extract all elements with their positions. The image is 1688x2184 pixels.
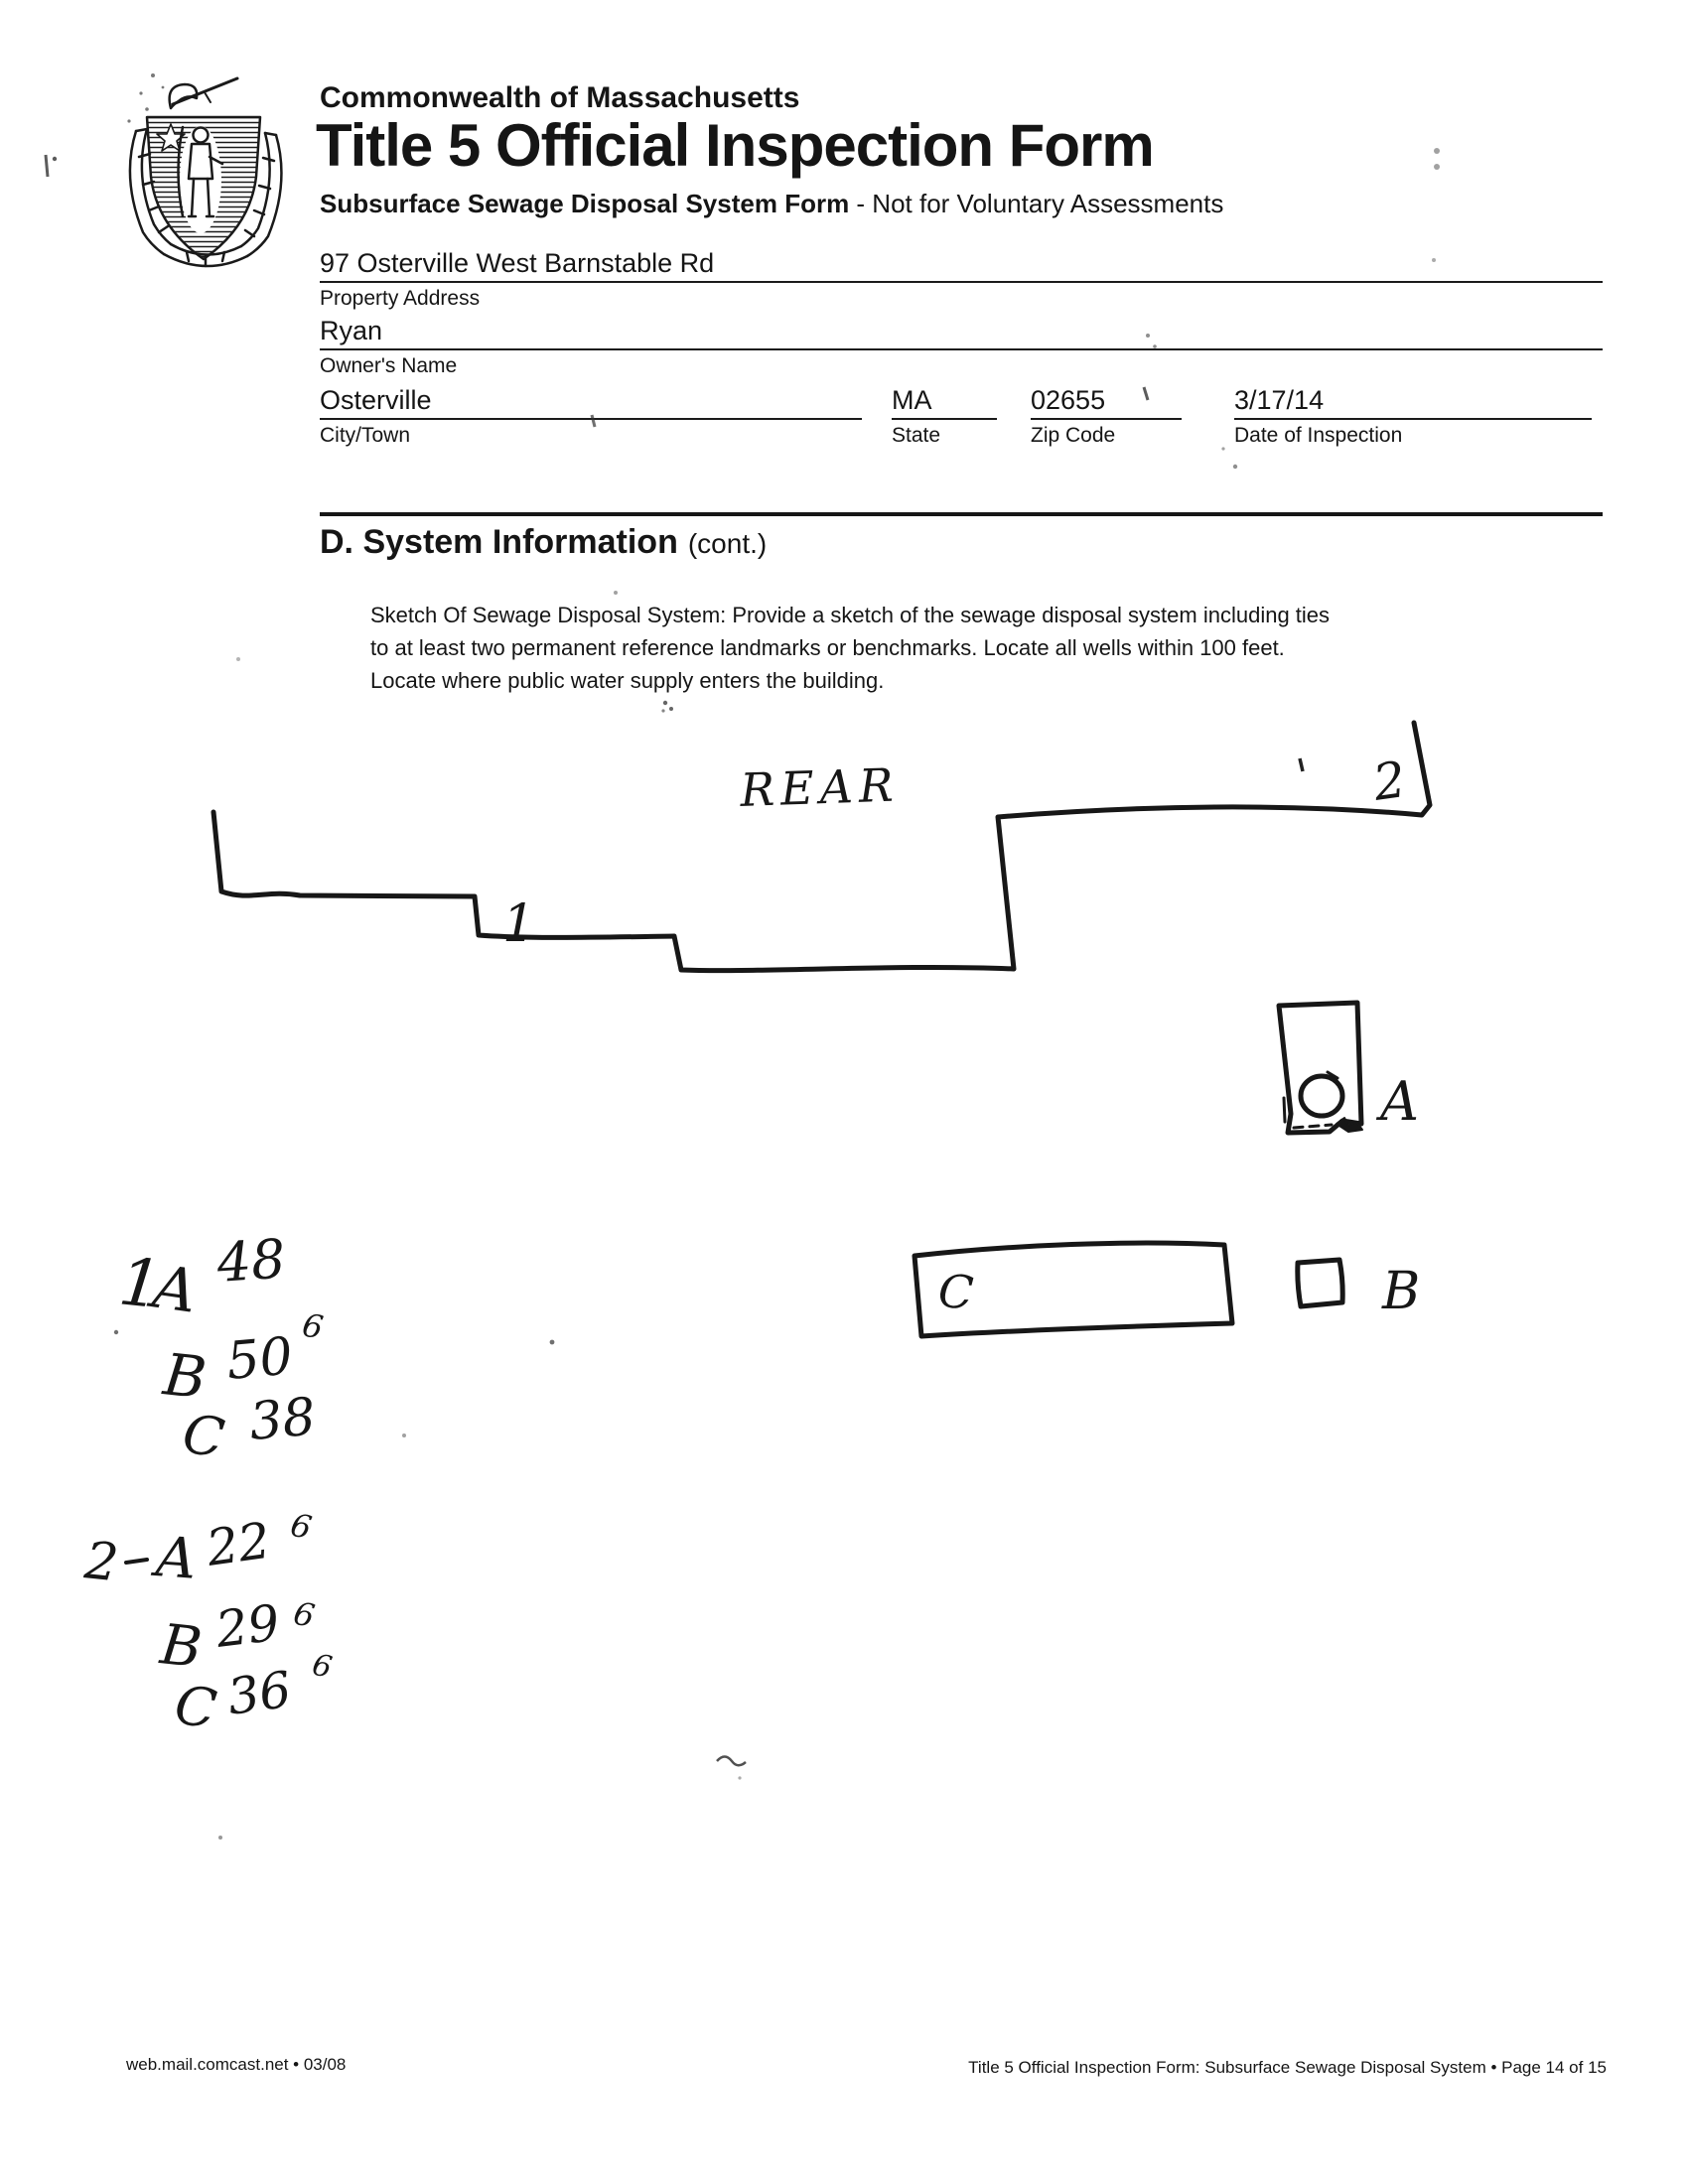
field-city-town: [320, 385, 862, 448]
rear-label: REAR: [739, 757, 901, 817]
group2-row-a-value: 22: [203, 1511, 274, 1577]
owner-name-label: Owner's Name: [320, 354, 458, 377]
owner-name-value: Ryan: [320, 316, 1603, 350]
instructions-line-2: to at least two permanent reference landmarks or benchmarks. Locate all wells within 100 feet.: [370, 635, 1285, 660]
field-date-of-inspection: [1234, 385, 1592, 448]
group2-row-a-letter: A: [154, 1525, 199, 1592]
tie-measurements-group-2: [81, 1506, 336, 1741]
zip-code-value: 02655: [1031, 385, 1182, 420]
document-subtitle: [320, 189, 1223, 219]
group1-row-b-value: 50: [223, 1326, 296, 1392]
house-2-label: 2: [1369, 751, 1410, 812]
tie-measurements-group-1: [115, 1227, 326, 1469]
city-town-label: City/Town: [320, 424, 411, 447]
section-divider-rule: [320, 512, 1603, 516]
tank-a-scribble: [1336, 1118, 1362, 1132]
group2-row-b-letter: B: [157, 1612, 206, 1682]
field-state: [892, 385, 997, 448]
group1-row-a-value: 48: [214, 1227, 288, 1295]
group1-row-c-value: 38: [246, 1387, 319, 1452]
group1-row-b-letter: B: [160, 1340, 211, 1413]
state-label: State: [892, 424, 941, 447]
field-property-address: [320, 248, 1603, 311]
city-town-value: Osterville: [320, 385, 862, 420]
tank-a-outline: [1279, 1003, 1361, 1133]
group2-row-c-letter: C: [171, 1673, 220, 1741]
group2-prefix: 2: [81, 1531, 121, 1594]
instructions-line-3: Locate where public water supply enters the building.: [370, 668, 885, 693]
group1-row-b-superscript: 6: [299, 1305, 327, 1347]
group2-row-a-superscript: 6: [287, 1505, 316, 1548]
subtitle-bold-part: Subsurface Sewage Disposal System Form: [320, 189, 850, 218]
group1-row-a-letter: A: [148, 1252, 202, 1327]
group2-row-c-value: 36: [223, 1660, 295, 1726]
group1-row-c-letter: C: [179, 1402, 228, 1470]
d-box-b-outline: [1298, 1260, 1342, 1306]
tank-a-label: A: [1380, 1070, 1419, 1133]
date-of-inspection-label: Date of Inspection: [1234, 424, 1403, 447]
section-heading-main: D. System Information: [320, 523, 678, 561]
date-of-inspection-value: 3/17/14: [1234, 385, 1592, 420]
property-address-label: Property Address: [320, 287, 481, 310]
section-heading: [320, 523, 767, 562]
agency-name: Commonwealth of Massachusetts: [320, 81, 800, 114]
state-value: MA: [892, 385, 997, 420]
group1-prefix: 1: [115, 1243, 166, 1324]
section-heading-cont: (cont.): [687, 528, 768, 559]
massachusetts-state-seal-icon: [119, 66, 294, 284]
tank-a-cover-circle: [1301, 1076, 1342, 1116]
document-title: Title 5 Official Inspection Form: [316, 112, 1154, 179]
field-zip-code: [1031, 385, 1182, 448]
zip-code-label: Zip Code: [1031, 424, 1116, 447]
leach-field-c-outline: [914, 1243, 1232, 1336]
d-box-b-label: B: [1382, 1262, 1421, 1321]
wing-1-label: 1: [502, 894, 536, 954]
subtitle-regular-part: - Not for Voluntary Assessments: [849, 189, 1224, 218]
group2-row-b-superscript: 6: [290, 1593, 319, 1636]
building-outline: [213, 723, 1430, 971]
leach-field-c-label: C: [936, 1264, 976, 1320]
property-address-value: 97 Osterville West Barnstable Rd: [320, 248, 1603, 283]
group2-row-c-superscript: 6: [309, 1647, 336, 1686]
footer-source-text: web.mail.comcast.net • 03/08: [126, 2055, 347, 2074]
group2-row-b-value: 29: [212, 1593, 283, 1659]
field-owner-name: [320, 316, 1603, 378]
footer-page-text: Title 5 Official Inspection Form: Subsurface Sewage Disposal System • Page 14 of 15: [968, 2058, 1607, 2077]
instructions-line-1: Sketch Of Sewage Disposal System: Provide a sketch of the sewage disposal system including ties: [370, 603, 1331, 627]
sketch-instructions: [370, 599, 1330, 697]
